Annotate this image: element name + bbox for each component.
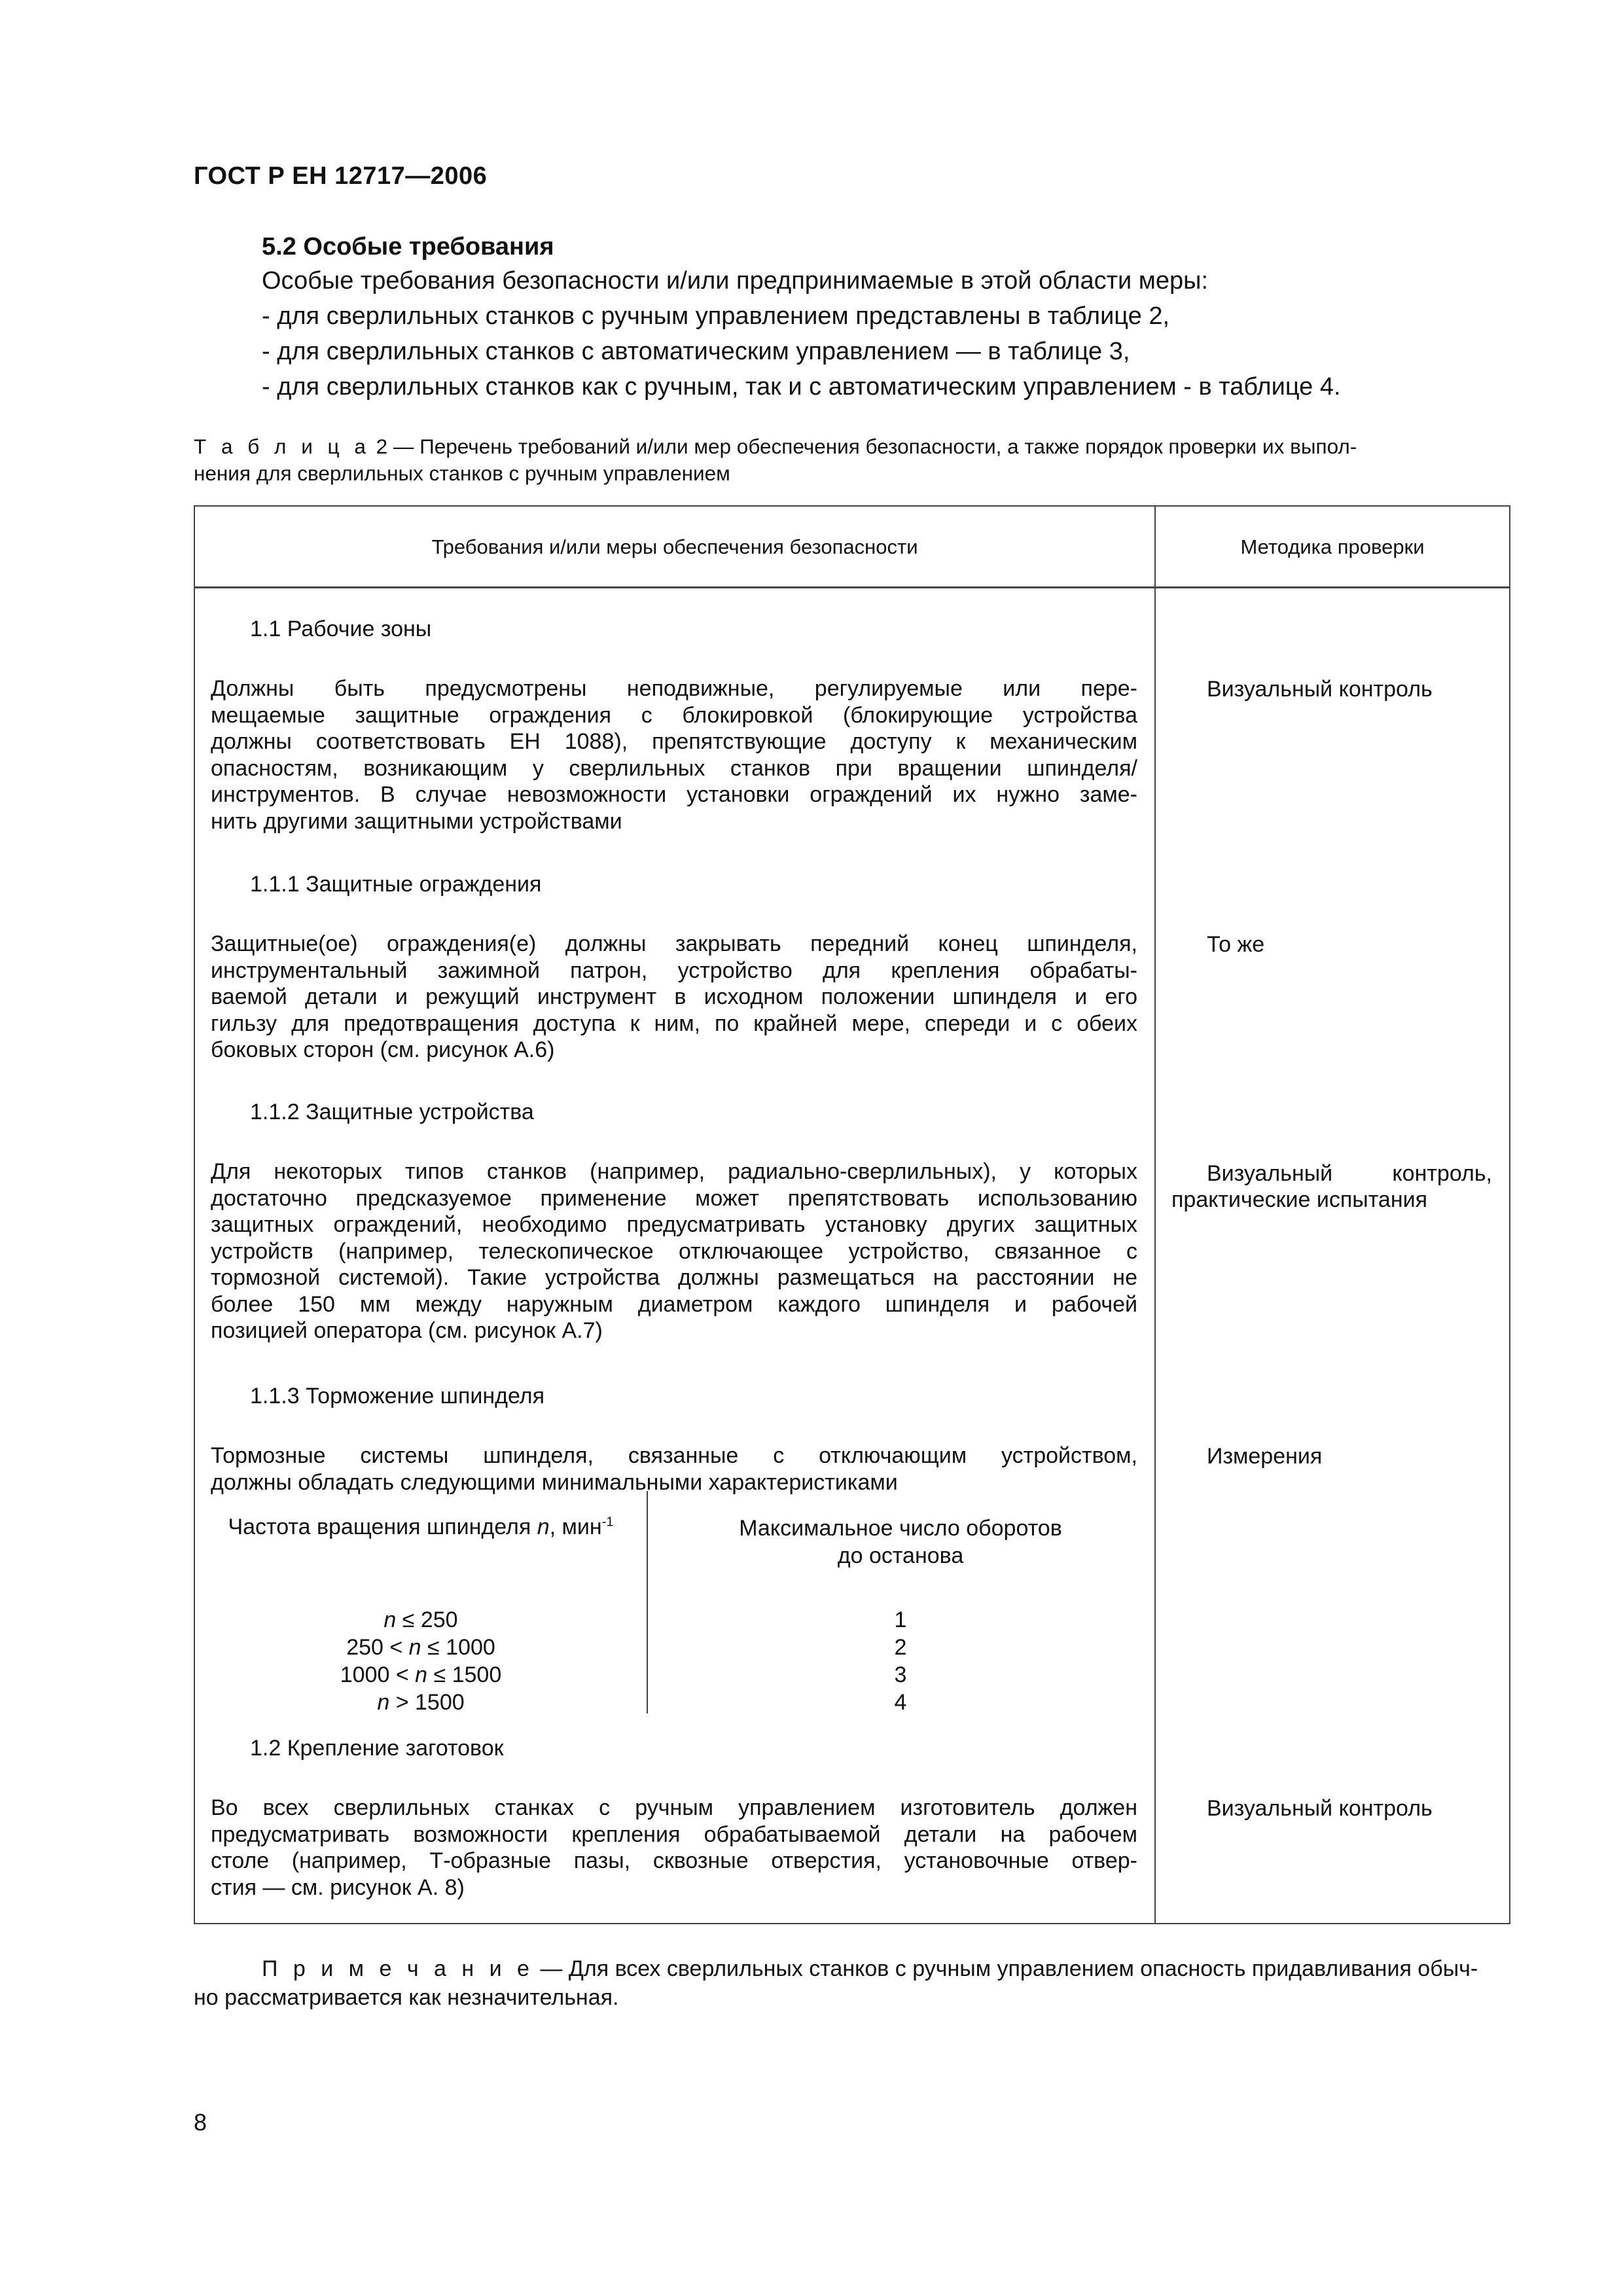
unit-text: , мин [549, 1515, 602, 1539]
text-line: инструментальный зажимной патрон, устройство для крепления обрабаты- [211, 958, 1137, 983]
text-line: более 150 мм между наружным диаметром каждого шпинделя и рабочей [211, 1291, 1137, 1317]
list-item: - для сверлильных станков с автоматическим управлением — в таблице 3, [262, 338, 1130, 365]
max-revolutions [647, 1606, 1154, 1716]
col-header-method: Методика проверки [1240, 535, 1425, 558]
subsection-title: 1.1.2 Защитные устройства [250, 1100, 534, 1124]
method-text: То же [1207, 932, 1265, 957]
subsection-title: 1.1.1 Защитные ограждения [250, 872, 542, 897]
subsection-title: 1.1 Рабочие зоны [250, 617, 432, 641]
method-text: Визуальный контроль [1207, 1796, 1433, 1821]
requirement-text [211, 1795, 1137, 1901]
text-line: защитных ограждений, необходимо предусматривать установку других защитных [211, 1212, 1137, 1237]
requirement-text [211, 675, 1137, 834]
text-line: должны соответствовать ЕН 1088), препятствующие доступу к механическим [211, 729, 1137, 754]
page-number: 8 [194, 2109, 207, 2136]
text-line: гильзу для предотвращения доступа к ним, по крайней мере, спереди и с обеих [211, 1011, 1137, 1036]
text-line: достаточно предсказуемое применение может препятствовать использованию [211, 1185, 1137, 1211]
speed-range: n ≤ 250 [383, 1607, 458, 1632]
text-line: Должны быть предусмотрены неподвижные, регулируемые или пере- [211, 676, 1137, 701]
text-line: должны обладать следующими минимальными характеристиками [211, 1469, 898, 1495]
text-line: позицией оператора (см. рисунок А.7) [211, 1318, 603, 1343]
speed-ranges [195, 1606, 647, 1716]
method-line: практические испытания [1171, 1187, 1428, 1212]
text-line: предусматривать возможности крепления обрабатываемой детали на рабочем [211, 1821, 1137, 1847]
text-line: Тормозные системы шпинделя, связанные с отключающим устройством, [211, 1443, 1137, 1468]
header-divider [195, 586, 1509, 588]
intro-line: Особые требования безопасности и/или предпринимаемые в этой области меры: [262, 267, 1209, 295]
list-item: - для сверлильных станков с ручным управлением представлены в таблице 2, [262, 302, 1170, 330]
subsection-title: 1.1.3 Торможение шпинделя [250, 1384, 545, 1408]
caption-text-cont: нения для сверлильных станков с ручным управлением [194, 461, 730, 485]
column-divider [1154, 507, 1156, 1923]
speed-range: 250 < n ≤ 1000 [346, 1635, 495, 1660]
speed-range: 1000 < n ≤ 1500 [340, 1662, 502, 1687]
text-line: мещаемые защитные ограждения с блокировкой (блокирующие устройства [211, 702, 1137, 728]
revolutions-value: 4 [894, 1690, 907, 1715]
col-header-requirements: Требования и/или меры обеспечения безопасности [431, 535, 918, 558]
method-text: Визуальный контроль [1207, 677, 1433, 702]
revolutions-value: 2 [894, 1635, 907, 1660]
text-line: устройств (например, телескопическое отключающее устройство, связанное с [211, 1238, 1137, 1264]
header-text: Частота вращения шпинделя [228, 1515, 537, 1539]
method-text: Измерения [1207, 1444, 1323, 1469]
text-line: ваемой детали и режущий инструмент в исходном положении шпинделя и его [211, 984, 1137, 1009]
section-intro [262, 263, 1341, 404]
revolutions-value: 1 [894, 1607, 907, 1632]
text-line: тормозной системой). Такие устройства должны размещаться на расстоянии не [211, 1265, 1137, 1290]
inner-col-header-speed [195, 1515, 647, 1540]
method-line: Визуальный контроль, [1207, 1161, 1492, 1186]
text-line: Во всех сверлильных станках с ручным управлением изготовитель должен [211, 1795, 1137, 1820]
speed-range: n > 1500 [377, 1690, 465, 1715]
text-line: нить другими защитными устройствами [211, 808, 622, 834]
revolutions-value: 3 [894, 1662, 907, 1687]
requirements-table [194, 505, 1510, 1924]
note-text-cont: но рассматривается как незначительная. [194, 1985, 619, 2010]
inner-col-header-revolutions [647, 1515, 1154, 1570]
header-line: Максимальное число оборотов [739, 1516, 1062, 1541]
note-text: — Для всех сверлильных станков с ручным управлением опасность придавливания обыч- [533, 1956, 1478, 1981]
text-line: Защитные(ое) ограждения(е) должны закрывать передний конец шпинделя, [211, 931, 1137, 956]
text-line: инструментов. В случае невозможности установки ограждений их нужно заме- [211, 782, 1137, 807]
text-line: Для некоторых типов станков (например, радиально-сверлильных), у которых [211, 1159, 1137, 1184]
text-line: боковых сторон (см. рисунок А.6) [211, 1037, 555, 1062]
requirement-text [211, 931, 1137, 1064]
caption-text: 2 — Перечень требований и/или мер обеспечения безопасности, а также порядок проверки их выпол- [370, 435, 1357, 458]
method-text [1207, 1160, 1492, 1187]
requirement-text [211, 1158, 1137, 1344]
header-line: до останова [837, 1543, 964, 1568]
note-label: П р и м е ч а н и е [262, 1956, 534, 1981]
subsection-title: 1.2 Крепление заготовок [250, 1736, 504, 1761]
table-note [194, 1954, 1509, 2012]
list-item: - для сверлильных станков как с ручным, так и с автоматическим управлением - в таблице 4. [262, 373, 1341, 401]
var-n: n [537, 1515, 550, 1539]
text-line: опасностям, возникающим у сверлильных станков при вращении шпинделя/ [211, 755, 1137, 781]
text-line: столе (например, Т-образные пазы, сквозные отверстия, установочные отвер- [211, 1848, 1137, 1873]
requirement-text [211, 1443, 1137, 1496]
section-title: 5.2 Особые требования [262, 233, 554, 260]
standard-number: ГОСТ Р ЕН 12717—2006 [194, 162, 488, 190]
text-line: стия — см. рисунок А. 8) [211, 1874, 465, 1900]
table-caption [194, 433, 1509, 487]
unit-exponent: -1 [601, 1515, 614, 1530]
caption-label: Т а б л и ц а [194, 435, 370, 458]
